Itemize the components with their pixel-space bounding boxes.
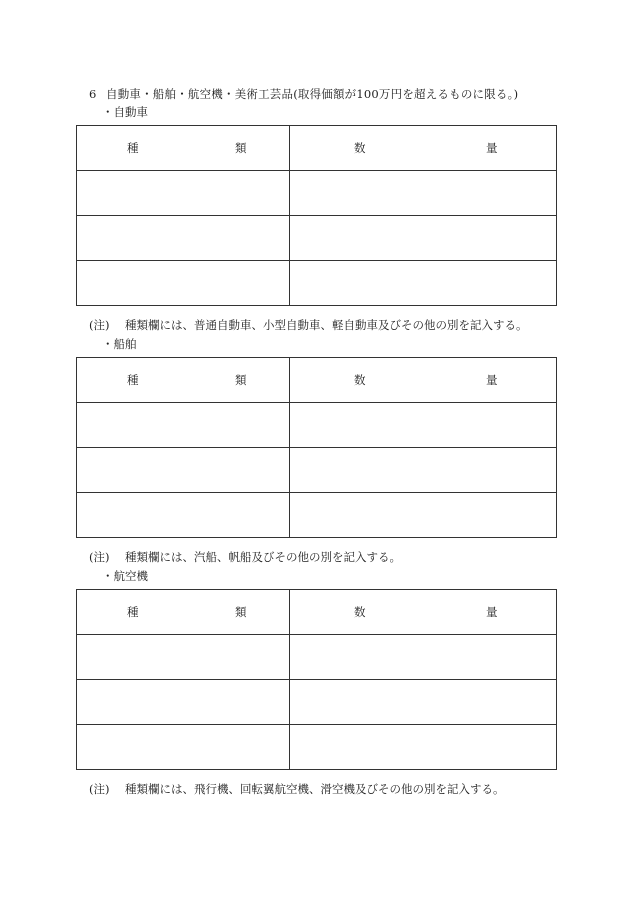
table-row [77, 725, 557, 770]
ship-note [89, 549, 401, 565]
quantity-header-right: 量 [486, 605, 498, 619]
quantity-cell[interactable] [290, 680, 557, 725]
type-header [77, 358, 290, 403]
type-cell[interactable] [77, 403, 290, 448]
table-row [77, 680, 557, 725]
type-header-left: 種 [127, 373, 139, 387]
table-header-row [77, 590, 557, 635]
ship-table [76, 357, 557, 538]
note-text: 種類欄には、普通自動車、小型自動車、軽自動車及びその他の別を記入する。 [125, 318, 528, 332]
quantity-header-left: 数 [354, 373, 366, 387]
section-title: 自動車・船舶・航空機・美術工芸品(取得価額が100万円を超えるものに限る。) [106, 87, 519, 101]
table-row [77, 261, 557, 306]
aircraft-note [89, 781, 505, 797]
quantity-header [290, 126, 557, 171]
quantity-header [290, 590, 557, 635]
table-row [77, 216, 557, 261]
type-header-left: 種 [127, 605, 139, 619]
automobile-label: ・自動車 [102, 105, 148, 119]
automobile-table [76, 125, 557, 306]
table-row [77, 493, 557, 538]
table-row [77, 171, 557, 216]
type-header [77, 590, 290, 635]
automobile-note [89, 317, 528, 333]
quantity-header-right: 量 [486, 141, 498, 155]
type-header [77, 126, 290, 171]
type-cell[interactable] [77, 493, 290, 538]
quantity-cell[interactable] [290, 403, 557, 448]
table-row [77, 448, 557, 493]
quantity-header-left: 数 [354, 141, 366, 155]
table-row [77, 403, 557, 448]
quantity-cell[interactable] [290, 216, 557, 261]
type-cell[interactable] [77, 725, 290, 770]
quantity-cell[interactable] [290, 635, 557, 680]
type-cell[interactable] [77, 680, 290, 725]
quantity-header [290, 358, 557, 403]
type-header-right: 類 [235, 373, 247, 387]
quantity-header-left: 数 [354, 605, 366, 619]
note-prefix: (注) [89, 318, 110, 332]
aircraft-table [76, 589, 557, 770]
quantity-cell[interactable] [290, 493, 557, 538]
table-header-row [77, 358, 557, 403]
type-cell[interactable] [77, 171, 290, 216]
note-prefix: (注) [89, 782, 110, 796]
type-header-right: 類 [235, 141, 247, 155]
note-text: 種類欄には、汽船、帆船及びその他の別を記入する。 [125, 550, 401, 564]
type-header-left: 種 [127, 141, 139, 155]
type-cell[interactable] [77, 448, 290, 493]
type-cell[interactable] [77, 261, 290, 306]
table-header-row [77, 126, 557, 171]
type-cell[interactable] [77, 216, 290, 261]
type-header-right: 類 [235, 605, 247, 619]
table-row [77, 635, 557, 680]
note-prefix: (注) [89, 550, 110, 564]
quantity-cell[interactable] [290, 261, 557, 306]
quantity-cell[interactable] [290, 725, 557, 770]
type-cell[interactable] [77, 635, 290, 680]
quantity-cell[interactable] [290, 171, 557, 216]
quantity-header-right: 量 [486, 373, 498, 387]
section-heading [89, 86, 518, 102]
aircraft-label: ・航空機 [102, 569, 148, 583]
note-text: 種類欄には、飛行機、回転翼航空機、滑空機及びその他の別を記入する。 [125, 782, 505, 796]
ship-label: ・船舶 [102, 337, 137, 351]
quantity-cell[interactable] [290, 448, 557, 493]
section-number: 6 [89, 87, 97, 101]
